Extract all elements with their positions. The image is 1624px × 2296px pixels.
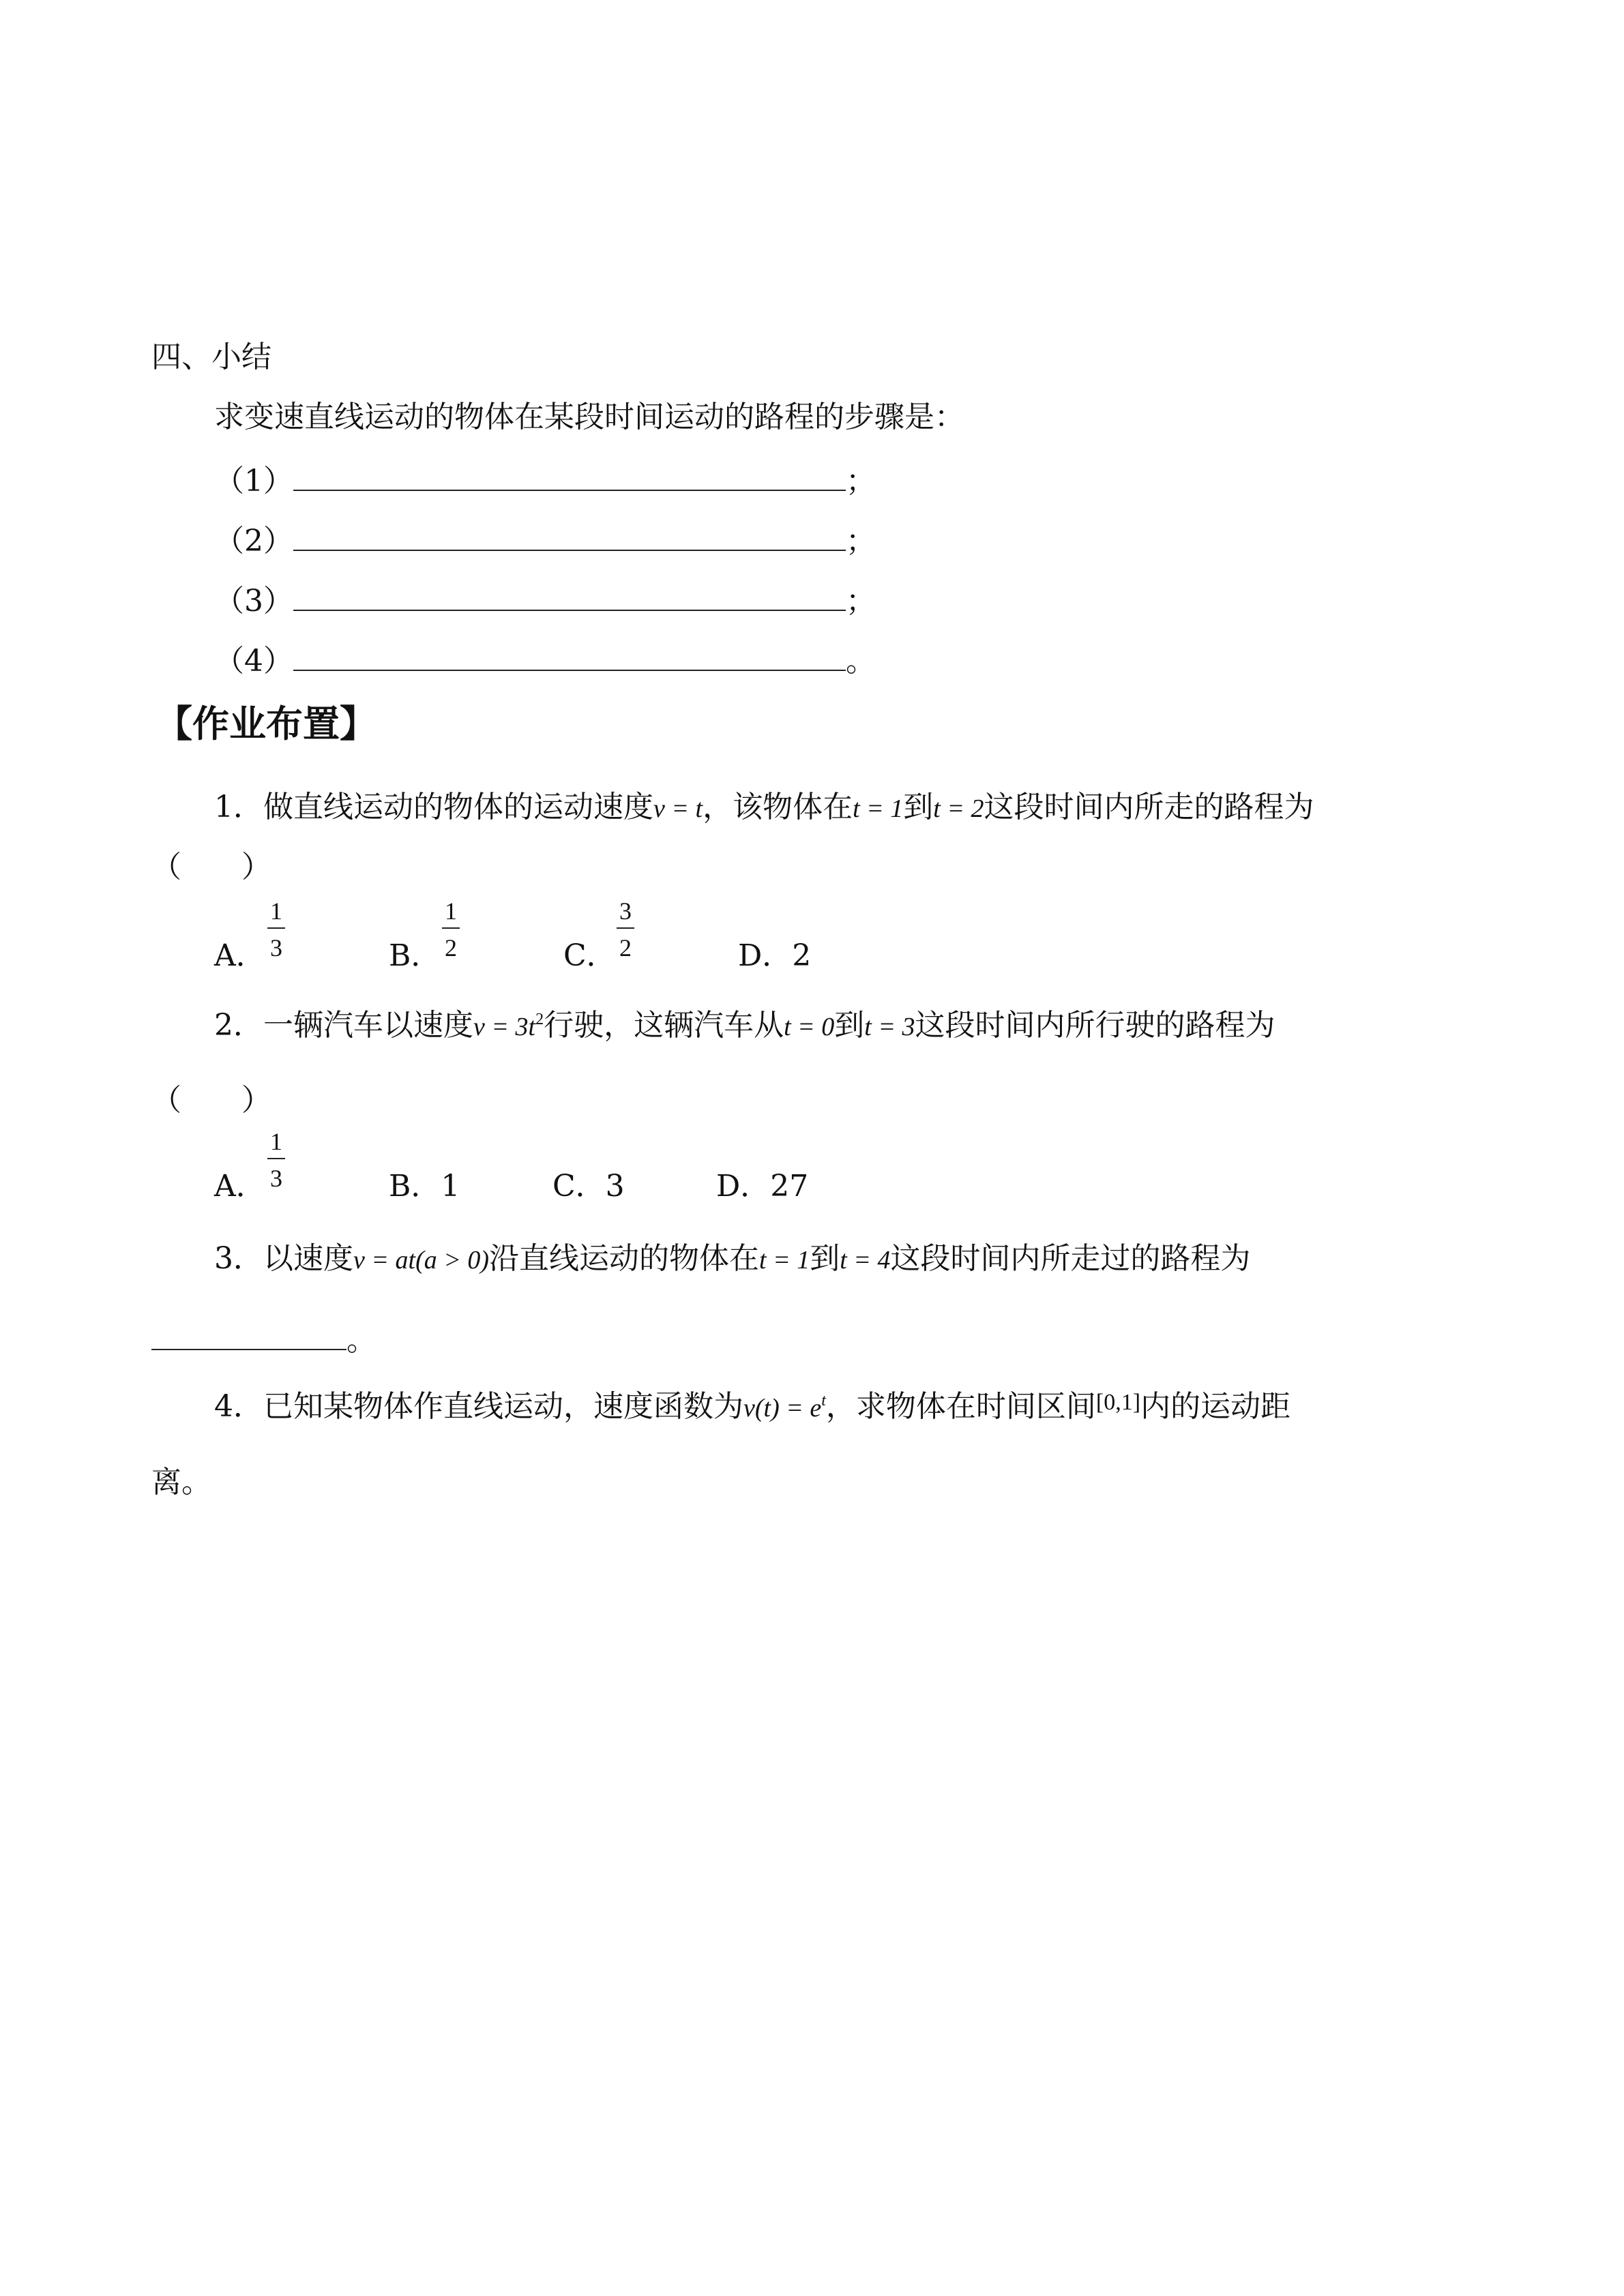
answer-blank[interactable] [293, 462, 846, 491]
question-text: 到 [810, 1241, 840, 1276]
answer-parentheses[interactable]: （ ） [151, 850, 271, 884]
denominator: 2 [445, 934, 457, 961]
question-text: 到 [834, 1008, 865, 1043]
formula-velocity: $v = 3t^2$ [473, 1011, 544, 1041]
step-label: （3） [214, 584, 293, 618]
numerator: 1 [270, 1128, 282, 1155]
formula-start-time: t = 0 [784, 1013, 835, 1041]
denominator: 3 [270, 934, 282, 961]
formula-velocity: v = t [653, 794, 703, 823]
formula-start-time: t = 1 [853, 794, 904, 823]
question-text: 行驶，这辆汽车从 [544, 1008, 784, 1043]
formula-end-time: t = 2 [933, 794, 984, 823]
question-text: 。 [346, 1323, 377, 1358]
option-c[interactable] [552, 1169, 625, 1204]
question-2 [214, 1008, 1275, 1043]
question-text: 内的运动距 [1140, 1389, 1291, 1424]
step-label: （1） [214, 464, 293, 498]
summary-step [214, 582, 876, 616]
step-label: （4） [214, 644, 293, 679]
question-text: 这段时间内所走的路程为 [984, 790, 1314, 824]
option-value: 1 [441, 1169, 460, 1204]
question-1 [214, 792, 1314, 822]
option-b[interactable] [389, 1169, 460, 1204]
answer-blank[interactable] [293, 642, 846, 671]
option-value: 27 [770, 1169, 809, 1204]
question-text: ，该物体在 [703, 790, 853, 824]
summary-step [214, 462, 876, 496]
step-end: ； [846, 464, 876, 498]
question-3 [214, 1241, 1251, 1276]
denominator: 2 [619, 934, 632, 961]
option-d[interactable] [716, 1169, 809, 1204]
summary-step [214, 642, 876, 679]
formula-interval: [0,1] [1095, 1390, 1141, 1415]
answer-blank[interactable] [151, 1322, 346, 1350]
question-text: 以速度 [263, 1241, 353, 1276]
numerator: 3 [619, 897, 632, 925]
question-number: 3． [214, 1241, 263, 1276]
homework-heading: 【作业布置】 [156, 702, 377, 745]
question-text: 到 [903, 790, 934, 824]
formula-end-time: t = 4 [840, 1246, 891, 1274]
summary-heading: 四、小结 [151, 340, 271, 374]
question-number: 4． [214, 1389, 263, 1424]
formula-velocity: v = at(a > 0) [353, 1246, 490, 1274]
question-text: 沿直线运动的物体在 [489, 1241, 760, 1276]
option-label: D． [738, 938, 793, 973]
option-a[interactable]: A． [214, 938, 266, 973]
question-text-continued: 离。 [151, 1465, 211, 1500]
option-d[interactable] [738, 938, 812, 973]
option-a[interactable]: A． [214, 1169, 266, 1204]
question-text: 一辆汽车以速度 [263, 1008, 473, 1043]
numerator: 1 [270, 897, 282, 925]
answer-parentheses[interactable]: （ ） [151, 1083, 271, 1118]
question-text: ，求物体在时间区间 [825, 1389, 1096, 1424]
question-text: 已知某物体作直线运动，速度函数为 [263, 1389, 743, 1424]
answer-line [151, 1322, 377, 1356]
question-4 [214, 1391, 1290, 1422]
option-label: B． [389, 1169, 441, 1204]
denominator: 3 [270, 1165, 282, 1192]
question-number: 2． [214, 1008, 263, 1043]
option-value: 2 [792, 938, 812, 973]
step-end: ； [846, 524, 876, 558]
option-label: C． [552, 1169, 606, 1204]
summary-intro: 求变速直线运动的物体在某段时间运动的路程的步骤是： [214, 400, 964, 434]
option-value: 3 [605, 1169, 625, 1204]
question-number: 1． [214, 790, 263, 824]
formula-end-time: t = 3 [864, 1013, 915, 1041]
fraction [267, 899, 285, 960]
step-end: 。 [846, 644, 876, 679]
question-text: 做直线运动的物体的运动速度 [263, 790, 653, 824]
option-c[interactable]: C． [563, 938, 617, 973]
formula-velocity-function: $v(t) = e^t$ [743, 1392, 826, 1422]
fraction [267, 1129, 285, 1191]
fraction [442, 899, 460, 960]
answer-blank[interactable] [293, 582, 846, 611]
question-text: 这段时间内所走过的路程为 [890, 1241, 1251, 1276]
step-end: ； [846, 584, 876, 618]
option-b[interactable]: B． [389, 938, 441, 973]
answer-blank[interactable] [293, 522, 846, 551]
question-text: 这段时间内所行驶的路程为 [915, 1008, 1275, 1043]
numerator: 1 [445, 897, 457, 925]
summary-step [214, 522, 876, 556]
option-label: D． [716, 1169, 771, 1204]
step-label: （2） [214, 524, 293, 558]
fraction [617, 899, 634, 960]
formula-start-time: t = 1 [759, 1246, 810, 1274]
